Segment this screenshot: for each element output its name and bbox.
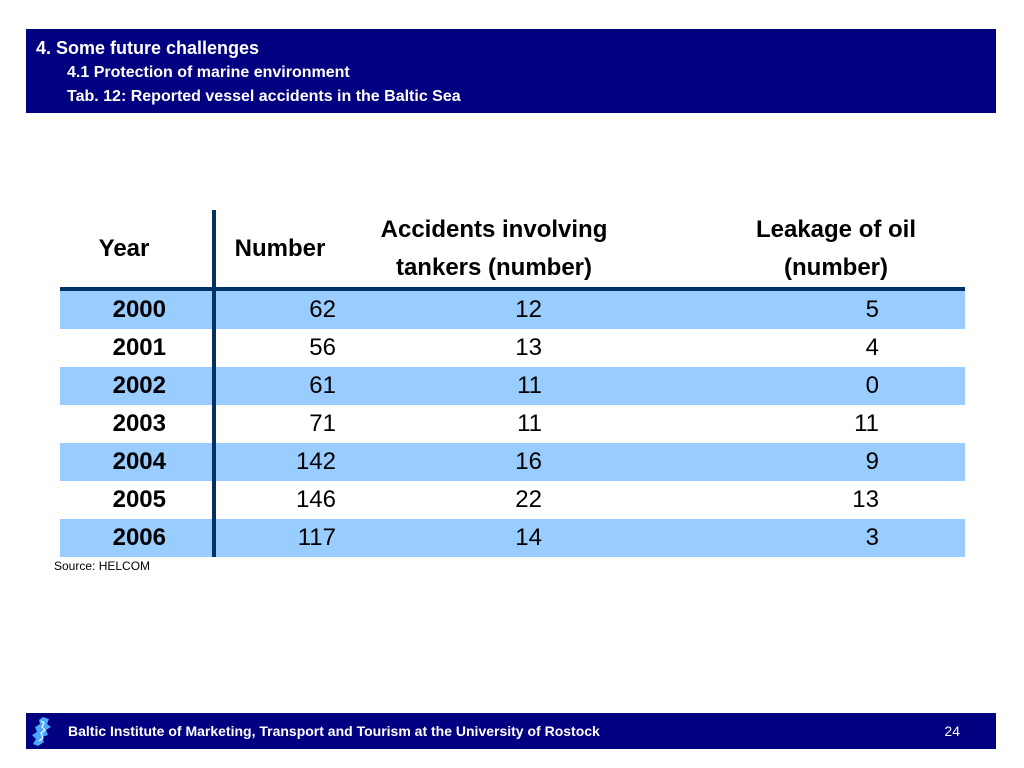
- column-header-oil-line2: (number): [784, 253, 888, 281]
- cell-number: 117: [214, 519, 344, 557]
- source-note: Source: HELCOM: [54, 559, 151, 573]
- cell-number: 62: [214, 289, 344, 329]
- cell-number: 71: [214, 405, 344, 443]
- cell-number: 61: [214, 367, 344, 405]
- cell-number: 146: [214, 481, 344, 519]
- accidents-table: [60, 210, 965, 557]
- column-header-tankers-line2: tankers (number): [395, 253, 593, 281]
- table-row: [60, 289, 965, 329]
- table-body: [60, 289, 965, 557]
- cell-number: 56: [214, 329, 344, 367]
- cell-tankers: 13: [344, 329, 588, 367]
- slide-header: [26, 29, 996, 113]
- table-row: [60, 329, 965, 367]
- column-header-year-label: Year: [98, 234, 150, 262]
- table-row: [60, 443, 965, 481]
- cell-year: 2002: [60, 367, 214, 405]
- accidents-table-container: [60, 210, 965, 557]
- column-header-tankers: [344, 210, 608, 289]
- cell-year: 2005: [60, 481, 214, 519]
- cell-year: 2004: [60, 443, 214, 481]
- cell-tankers: 22: [344, 481, 588, 519]
- table-row: [60, 519, 965, 557]
- cell-year: 2001: [60, 329, 214, 367]
- column-header-number-label: Number: [234, 234, 326, 262]
- slide-footer: [26, 713, 996, 749]
- table-row: [60, 367, 965, 405]
- column-header-number: [214, 210, 344, 289]
- column-header-oil: [588, 210, 965, 289]
- cell-oil-leakage: 11: [588, 405, 965, 443]
- cell-year: 2003: [60, 405, 214, 443]
- section-title: 4. Some future challenges: [36, 38, 260, 58]
- cell-tankers: 14: [344, 519, 588, 557]
- page-number: 24: [944, 723, 960, 739]
- cell-tankers: 11: [344, 367, 588, 405]
- table-header-row: [60, 210, 965, 289]
- cell-year: 2000: [60, 289, 214, 329]
- baltic-institute-logo-icon: [29, 715, 55, 749]
- cell-tankers: 11: [344, 405, 588, 443]
- cell-oil-leakage: 13: [588, 481, 965, 519]
- cell-oil-leakage: 4: [588, 329, 965, 367]
- cell-oil-leakage: 9: [588, 443, 965, 481]
- table-row: [60, 481, 965, 519]
- cell-tankers: 12: [344, 289, 588, 329]
- cell-oil-leakage: 5: [588, 289, 965, 329]
- cell-oil-leakage: 0: [588, 367, 965, 405]
- subsection-title: 4.1 Protection of marine environment: [67, 64, 350, 81]
- column-header-tankers-line1: Accidents involving: [380, 215, 608, 243]
- cell-tankers: 16: [344, 443, 588, 481]
- cell-number: 142: [214, 443, 344, 481]
- table-caption: Tab. 12: Reported vessel accidents in the Baltic Sea: [67, 88, 461, 105]
- footer-institute-name: Baltic Institute of Marketing, Transport and Tourism at the University of Rostock: [68, 723, 600, 739]
- cell-year: 2006: [60, 519, 214, 557]
- table-row: [60, 405, 965, 443]
- column-header-year: [60, 210, 214, 289]
- column-header-oil-line1: Leakage of oil: [755, 215, 917, 243]
- cell-oil-leakage: 3: [588, 519, 965, 557]
